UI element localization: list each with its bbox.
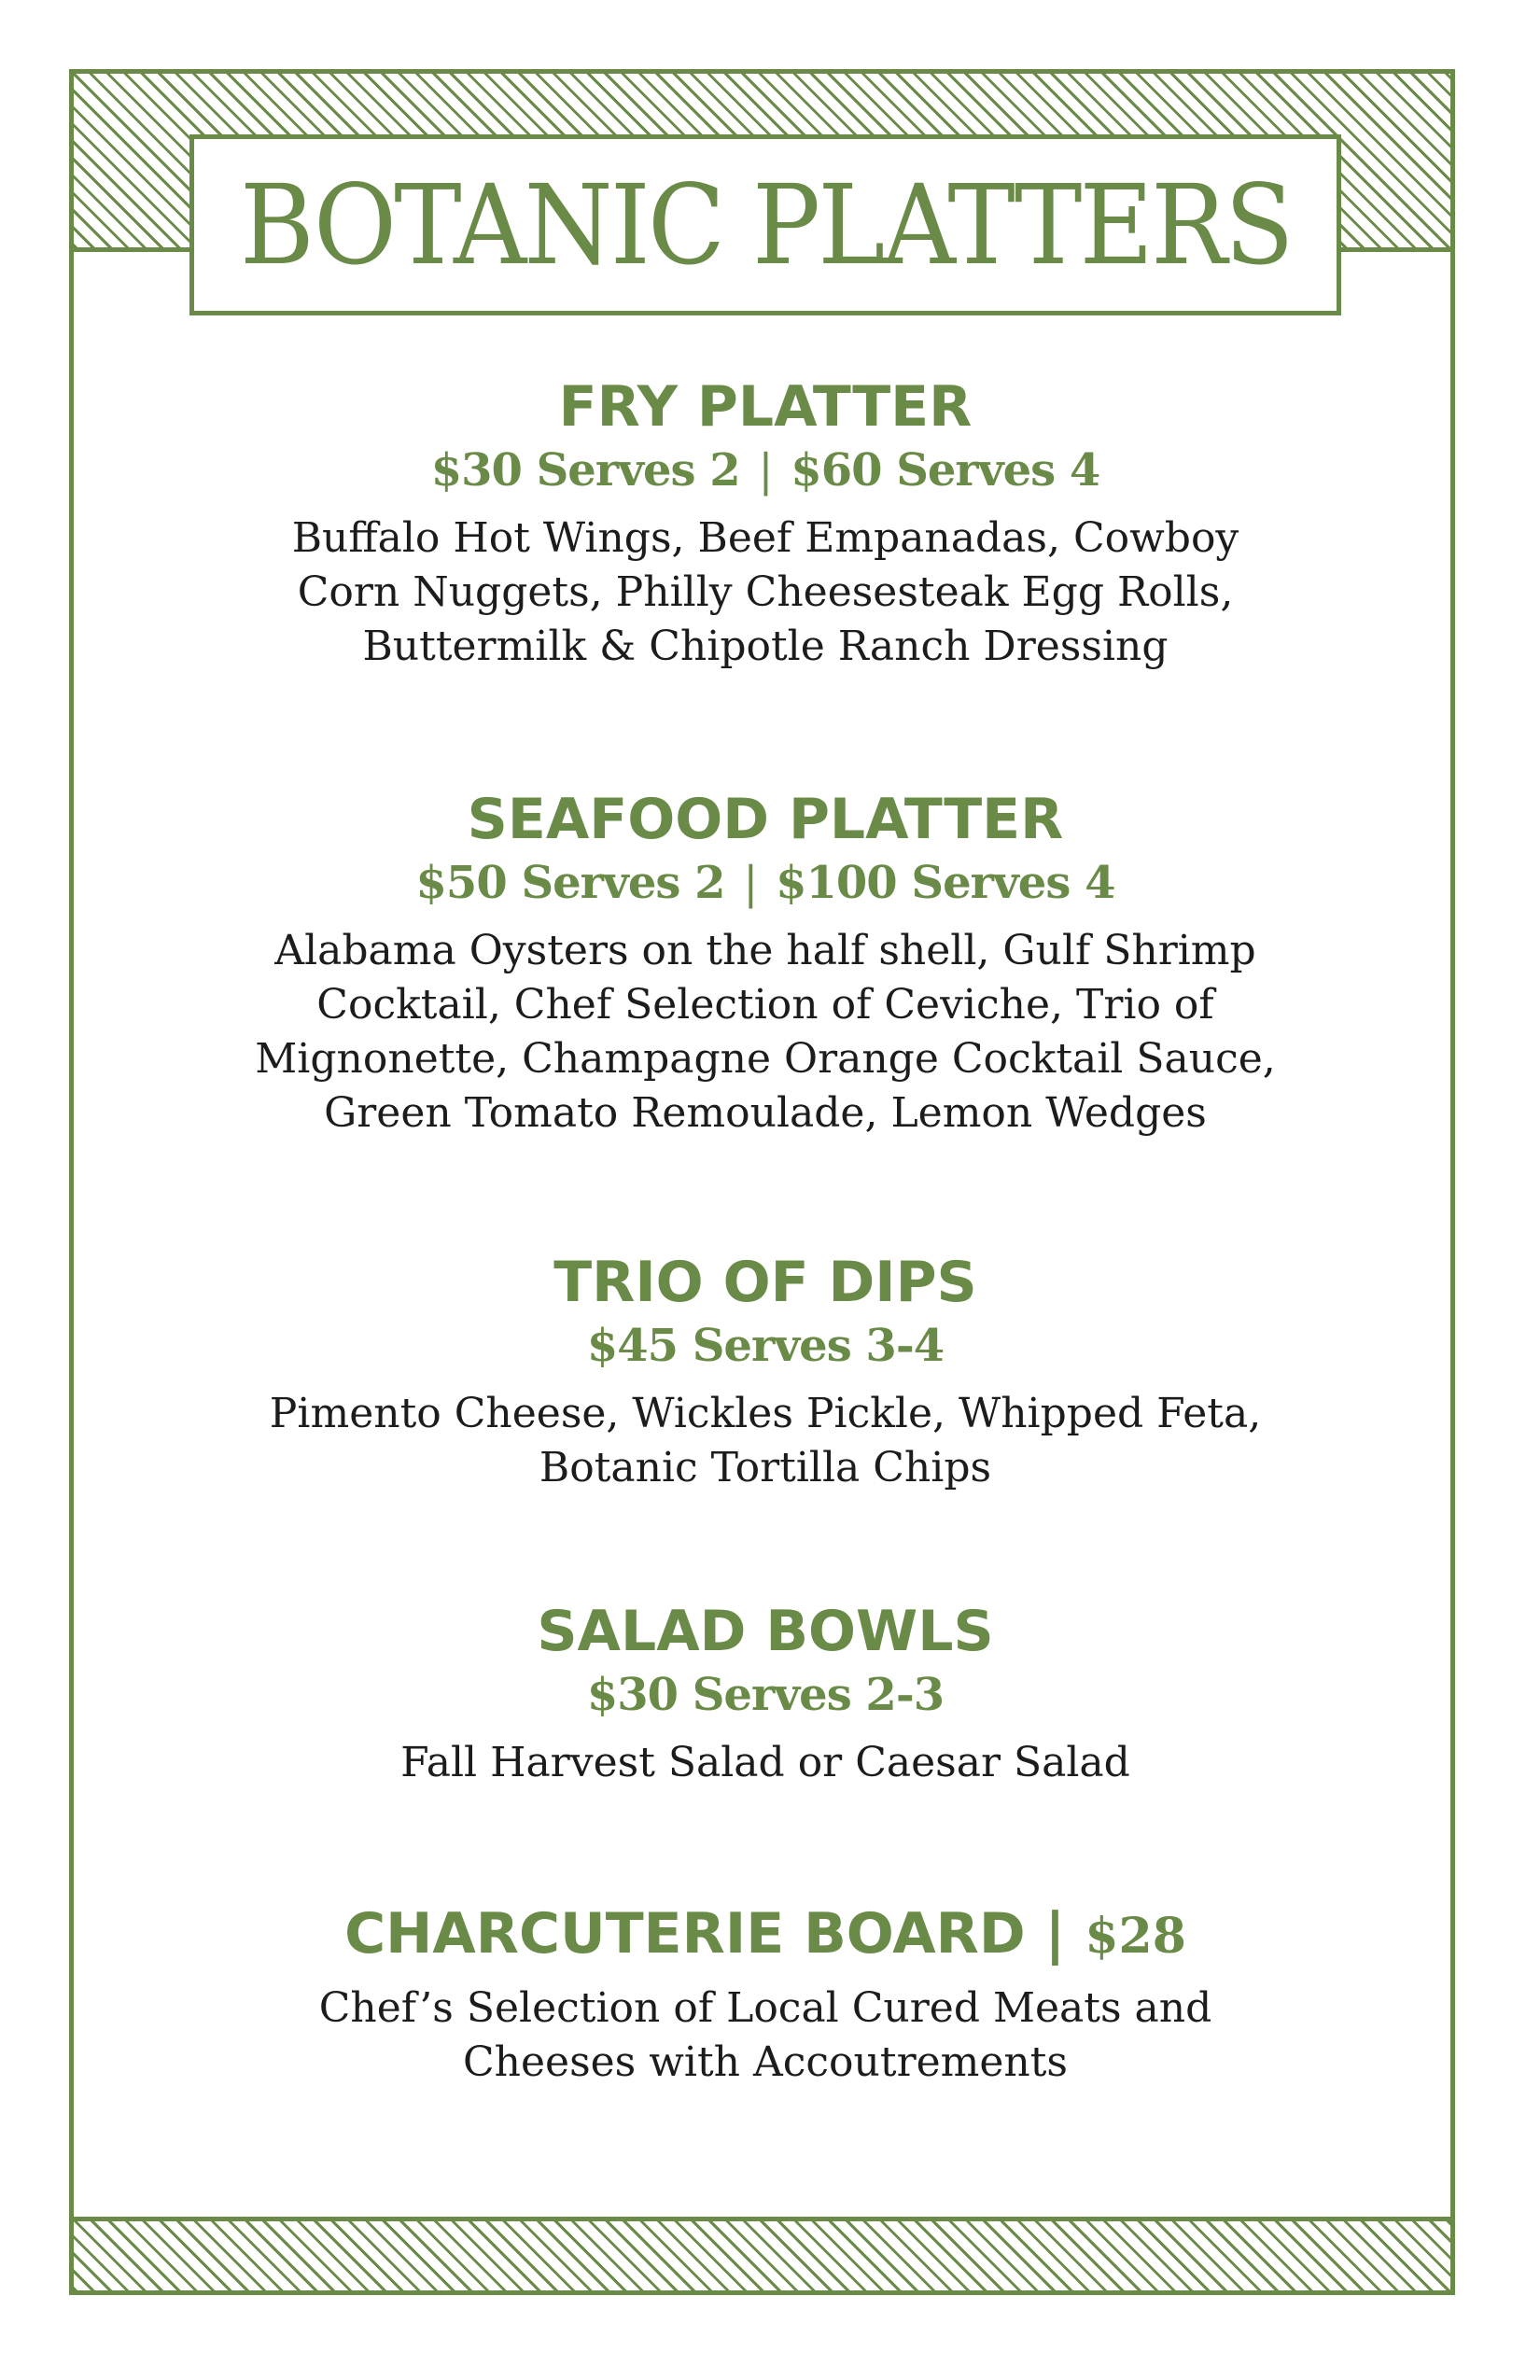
- section-price: $28: [1085, 1908, 1186, 1965]
- section-price: [187, 853, 1344, 913]
- description-line: Botanic Tortilla Chips: [539, 1444, 992, 1491]
- description-line: Cheeses with Accoutrements: [462, 2038, 1068, 2086]
- section-description: [187, 1736, 1344, 1790]
- menu-section-seafood-platter: [187, 786, 1344, 1141]
- bottom-hatched-band: [69, 2217, 1455, 2295]
- section-title: CHARCUTERIE BOARD |: [344, 1901, 1066, 1967]
- section-description: [187, 511, 1344, 674]
- price-option-a: $50 Serves 2: [415, 857, 725, 909]
- description-line: Buffalo Hot Wings, Beef Empanadas, Cowboy: [291, 514, 1239, 562]
- description-line: Fall Harvest Salad or Caesar Salad: [400, 1739, 1130, 1786]
- price-option-b: $60 Serves 4: [791, 444, 1100, 497]
- price-separator: |: [743, 857, 758, 909]
- description-line: Pimento Cheese, Wickles Pickle, Whipped Feta,: [269, 1390, 1262, 1437]
- section-description: [187, 1981, 1344, 2090]
- price-option-b: $100 Serves 4: [776, 857, 1115, 909]
- menu-section-fry-platter: [187, 373, 1344, 674]
- menu-section-salad-bowls: [187, 1598, 1344, 1790]
- price-separator: |: [758, 444, 773, 497]
- menu-title: BOTANIC PLATTERS: [239, 161, 1292, 289]
- section-title: TRIO OF DIPS: [553, 1250, 977, 1315]
- menu-section-charcuterie-board: [187, 1900, 1344, 2090]
- description-line: Cocktail, Chef Selection of Ceviche, Trio of: [316, 981, 1214, 1029]
- description-line: Green Tomato Remoulade, Lemon Wedges: [324, 1089, 1207, 1137]
- menu-section-trio-of-dips: [187, 1249, 1344, 1495]
- description-line: Buttermilk & Chipotle Ranch Dressing: [362, 623, 1169, 670]
- price-option-a: $30 Serves 2: [430, 444, 740, 497]
- description-line: Alabama Oysters on the half shell, Gulf Shrimp: [274, 927, 1256, 974]
- section-title: SALAD BOWLS: [537, 1599, 994, 1664]
- section-price: $45 Serves 3-4: [586, 1320, 945, 1372]
- section-title: FRY PLATTER: [558, 374, 973, 440]
- section-title: SEAFOOD PLATTER: [467, 787, 1064, 852]
- section-price: [187, 441, 1344, 500]
- section-price: $30 Serves 2-3: [586, 1669, 945, 1721]
- description-line: Corn Nuggets, Philly Cheesesteak Egg Rolls,: [297, 568, 1234, 616]
- title-box: [189, 134, 1341, 315]
- section-description: [187, 1387, 1344, 1495]
- description-line: Chef’s Selection of Local Cured Meats and: [318, 1984, 1212, 2032]
- section-title-line: [187, 1900, 1344, 1970]
- section-description: [187, 924, 1344, 1141]
- description-line: Mignonette, Champagne Orange Cocktail Sauce,: [255, 1035, 1276, 1083]
